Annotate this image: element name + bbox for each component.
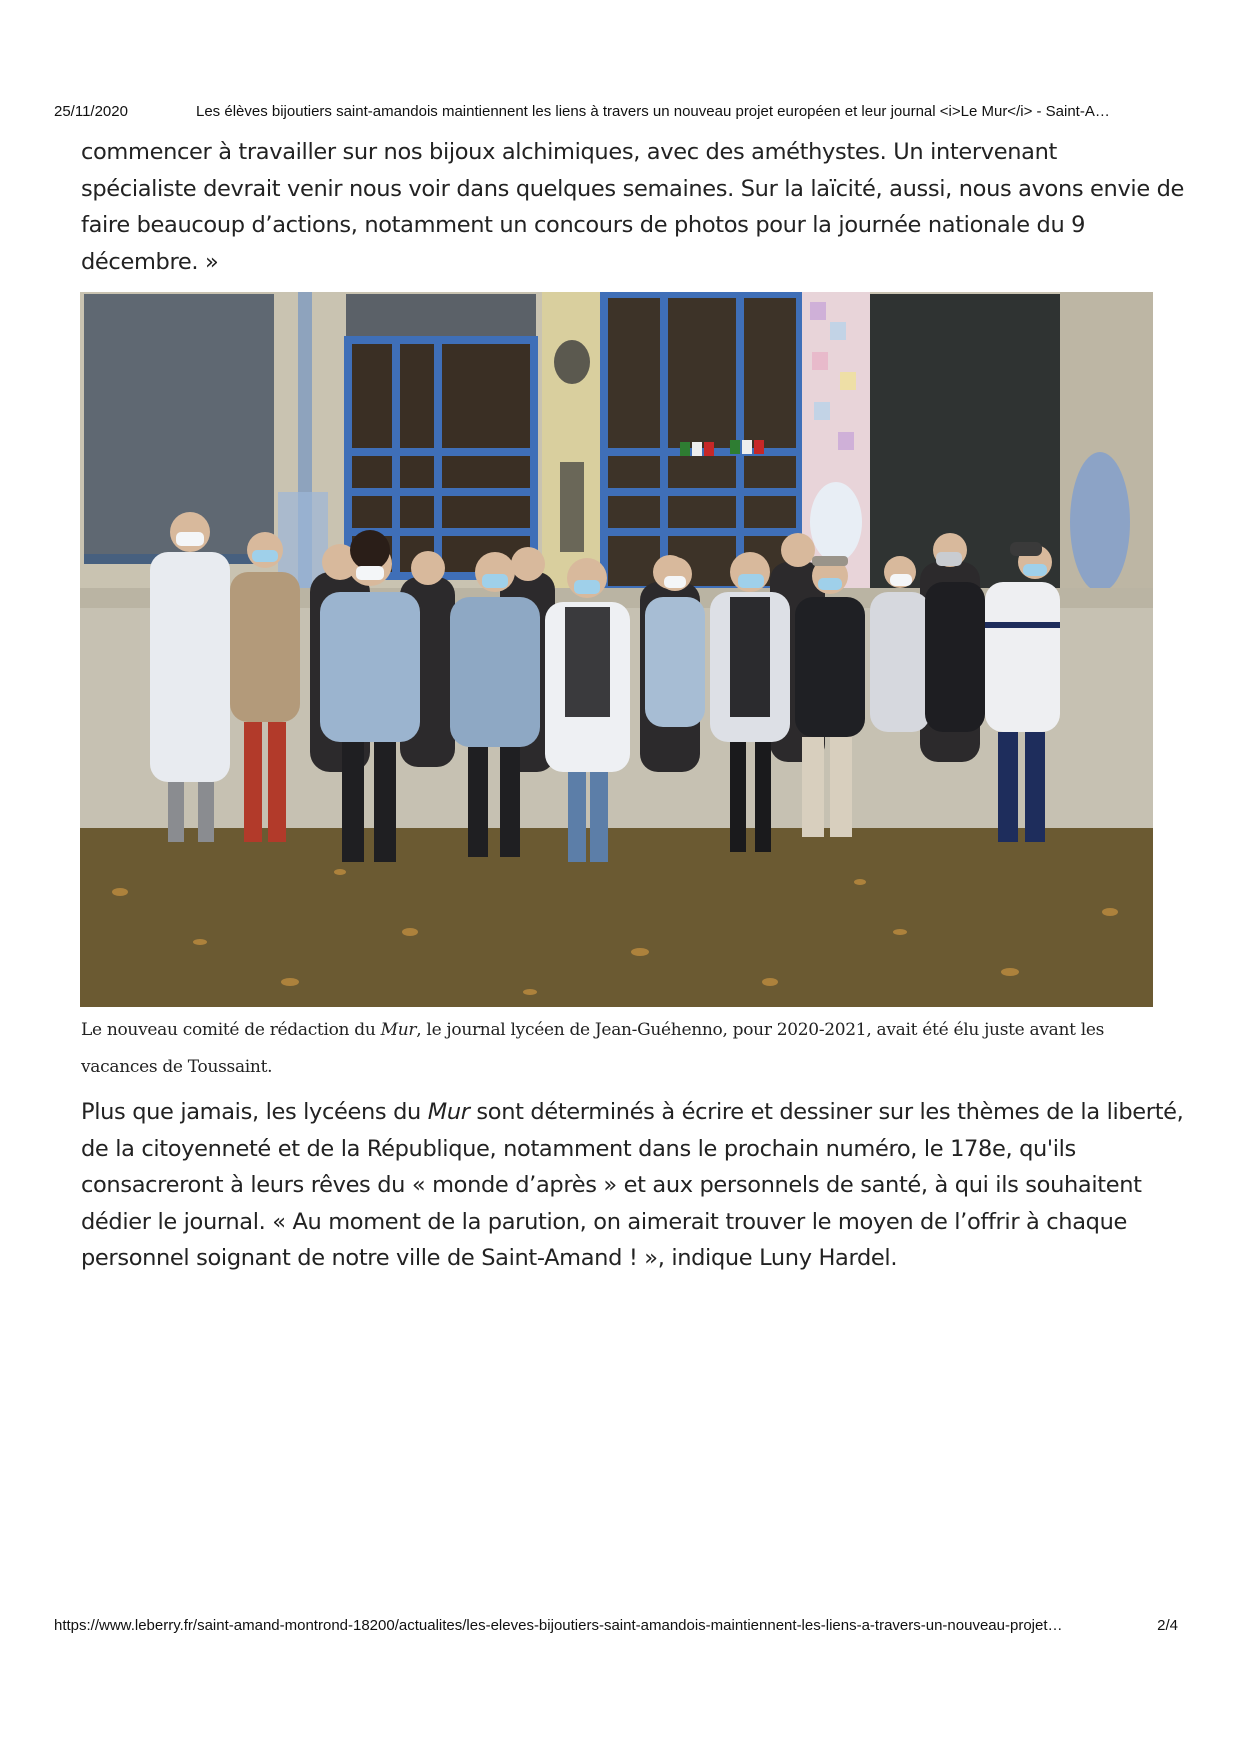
paragraph-line: dédier le journal. « Au moment de la parution, on aimerait trouver le moyen de l’offrir à chaque (81, 1208, 1127, 1235)
paragraph-line: décembre. » (81, 248, 219, 275)
paragraph-line: de la citoyenneté et de la République, notamment dans le prochain numéro, le 178e, qu'ils (81, 1135, 1076, 1162)
paragraph-text: Plus que jamais, les lycéens du (81, 1099, 428, 1125)
photo-caption (81, 1012, 1161, 1085)
paragraph-line: commencer à travailler sur nos bijoux alchimiques, avec des améthystes. Un intervenant (81, 139, 1057, 165)
paragraph-italic-title: Mur (427, 1099, 470, 1125)
print-page-title: Les élèves bijoutiers saint-amandois maintiennent les liens à travers un nouveau projet européen et leur journal <i>Le Mur</i> - Saint-A… (196, 103, 1110, 120)
caption-text: , le journal lycéen de Jean-Guéhenno, pour 2020-2021, avait été élu juste avant les (416, 1020, 1105, 1040)
paragraph-text: sont déterminés à écrire et dessiner sur les thèmes de la liberté, (469, 1099, 1184, 1125)
print-footer (54, 1617, 1194, 1637)
caption-line: vacances de Toussaint. (81, 1056, 273, 1077)
page-number: 2/4 (1157, 1617, 1178, 1634)
paragraph-line: faire beaucoup d’actions, notamment un concours de photos pour la journée nationale du 9 (81, 212, 1086, 238)
group-photo-illustration (80, 292, 1153, 1007)
paragraph-line (81, 1094, 1184, 1131)
caption-text: Le nouveau comité de rédaction du (81, 1020, 381, 1040)
paragraph-line: spécialiste devrait venir nous voir dans quelques semaines. Sur la laïcité, aussi, nous avons envie de (81, 175, 1185, 202)
paragraph-line: consacreront à leurs rêves du « monde d’après » et aux personnels de santé, à qui ils souhaitent (81, 1172, 1142, 1198)
article-paragraph-2 (81, 1094, 1184, 1277)
article-paragraph-1 (81, 134, 1185, 280)
article-photo (80, 292, 1153, 1007)
caption-line (81, 1012, 1161, 1049)
print-date: 25/11/2020 (54, 103, 128, 120)
print-header (54, 103, 1194, 123)
paragraph-line: personnel soignant de notre ville de Saint-Amand ! », indique Luny Hardel. (81, 1245, 898, 1271)
caption-italic-title: Mur (380, 1020, 417, 1040)
print-url: https://www.leberry.fr/saint-amand-montrond-18200/actualites/les-eleves-bijoutiers-saint-amandois-maintiennent-les-liens-a-travers-un-nouveau-projet… (54, 1617, 1063, 1634)
